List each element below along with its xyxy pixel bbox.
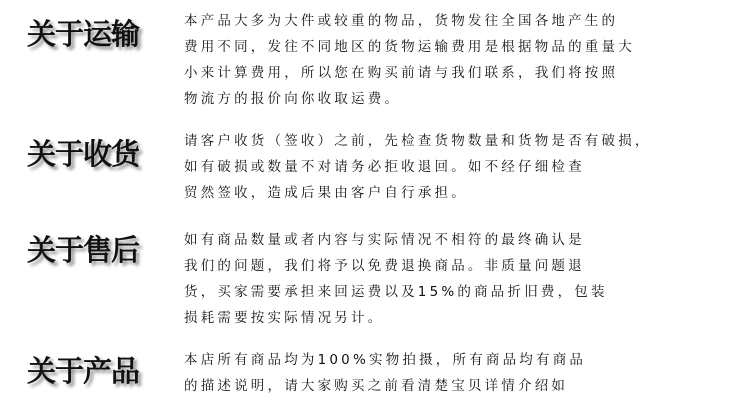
- body-line: 我们的问题，我们将予以免费退换商品。非质量问题退: [184, 258, 585, 274]
- body-line: 货，买家需要承担来回运费以及15%的商品折旧费，包装: [184, 284, 608, 300]
- section-body: [184, 227, 724, 331]
- section-heading: 关于收货: [27, 137, 140, 171]
- body-line: 小来计算费用，所以您在购买前请与我们联系，我们将按照: [184, 65, 619, 81]
- body-line: 如有破损或数量不对请务必拒收退回。如不经仔细检查: [184, 159, 585, 175]
- body-line: 本店所有商品均为100%实物拍摄，所有商品均有商品: [184, 352, 587, 368]
- section-body: [184, 128, 724, 206]
- body-line: 如有商品数量或者内容与实际情况不相符的最终确认是: [184, 232, 585, 248]
- section-heading: 关于售后: [27, 233, 140, 267]
- section-heading: 关于产品: [27, 354, 140, 388]
- body-line: 的描述说明，请大家购买之前看清楚宝贝详情介绍如: [184, 378, 569, 394]
- body-line: 费用不同，发往不同地区的货物运输费用是根据物品的重量大: [184, 39, 635, 55]
- body-line: 损耗需要按实际情况另计。: [184, 310, 385, 326]
- body-line: 本产品大多为大件或较重的物品，货物发往全国各地产生的: [184, 13, 619, 29]
- body-line: 请客户收货（签收）之前，先检查货物数量和货物是否有破损，: [184, 133, 652, 149]
- section-body: [184, 347, 724, 399]
- section-body: [184, 8, 724, 112]
- body-line: 物流方的报价向你收取运费。: [184, 91, 402, 107]
- body-line: 贸然签收，造成后果由客户自行承担。: [184, 185, 468, 201]
- section-heading: 关于运输: [27, 17, 140, 51]
